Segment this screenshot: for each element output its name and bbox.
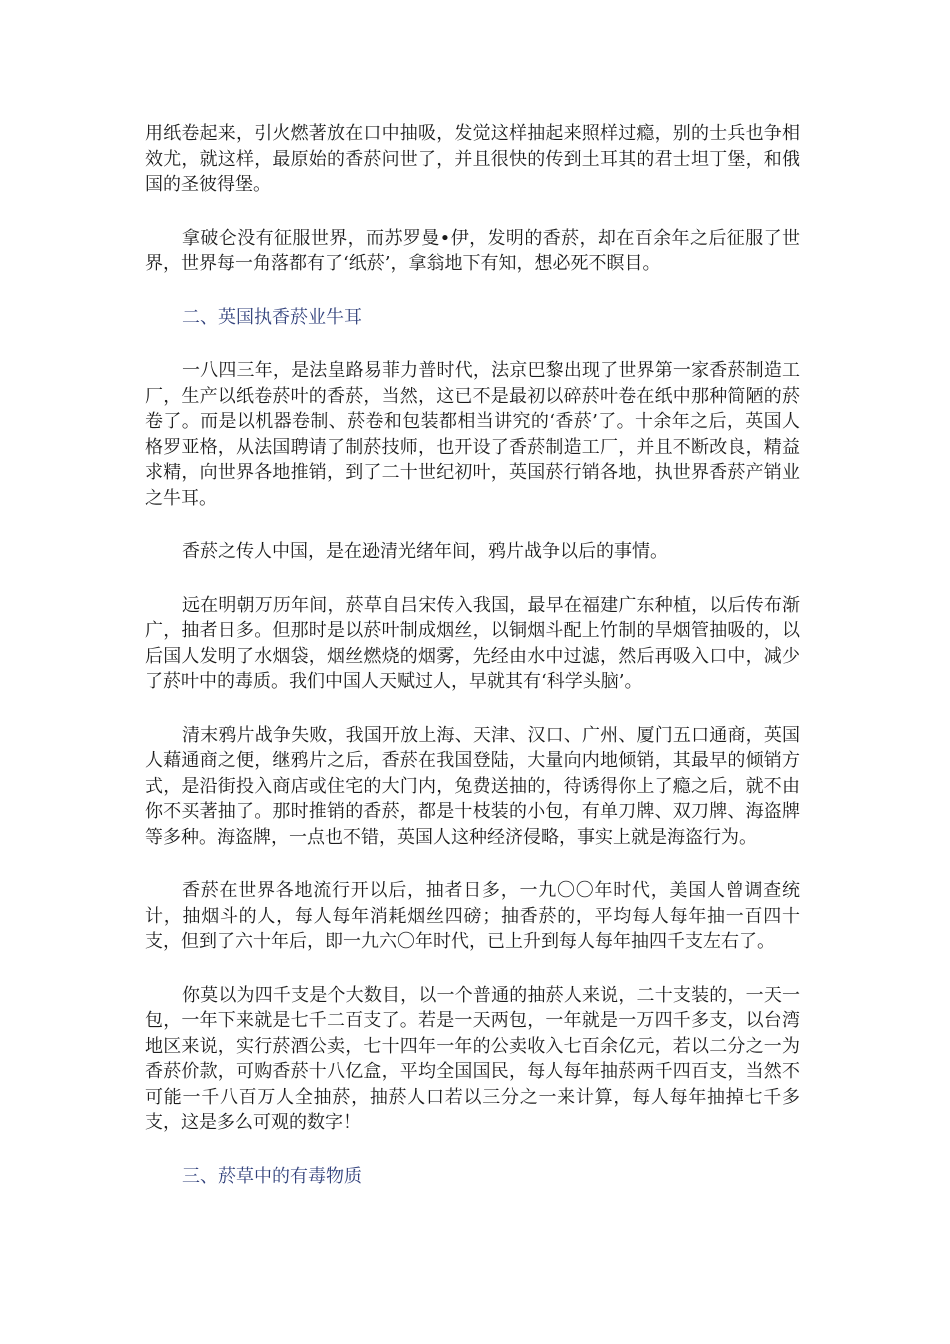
section-heading: 三、菸草中的有毒物质 (182, 1165, 362, 1187)
paragraph: 一八四三年，是法皇路易菲力普时代，法京巴黎出现了世界第一家香菸制造工厂，生产以纸卷菸叶的香菸，当然，这已不是最初以碎菸叶卷在纸中那种简陋的菸卷了。而是以机器卷制、菸卷和包装都相当讲究的‘香菸’了。十余年之后，英国人格罗亚格，从法国聘请了制菸技师，也开设了香菸制造工厂，并且不断改良，精益求精，向世界各地推销，到了二十世纪初叶，英国菸行销各地，执世界香菸产销业之牛耳。 (145, 360, 800, 509)
paragraph: 远在明朝万历年间，菸草自吕宋传入我国，最早在福建广东种植，以后传布渐广，抽者日多。但那时是以菸叶制成烟丝，以铜烟斗配上竹制的旱烟管抽吸的，以后国人发明了水烟袋，烟丝燃烧的烟雾，先经由水中过滤，然后再吸入口中，减少了菸叶中的毒质。我们中国人天赋过人，早就其有‘科学头脑’。 (145, 594, 800, 692)
paragraph: 拿破仑没有征服世界，而苏罗曼•伊，发明的香菸，却在百余年之后征服了世界，世界每一角落都有了‘纸菸’，拿翁地下有知，想必死不瞑目。 (145, 227, 800, 274)
section-heading: 二、英国执香菸业牛耳 (182, 306, 362, 328)
paragraph: 用纸卷起来，引火燃著放在口中抽吸，发觉这样抽起来照样过瘾，别的士兵也争相效尤，就这样，最原始的香菸问世了，并且很快的传到土耳其的君士坦丁堡，和俄国的圣彼得堡。 (145, 123, 800, 195)
paragraph: 香菸在世界各地流行开以后，抽者日多，一九〇〇年时代，美国人曾调查统计，抽烟斗的人，每人每年消耗烟丝四磅；抽香菸的，平均每人每年抽一百四十支，但到了六十年后，即一九六〇年时代，已上升到每人每年抽四千支左右了。 (145, 880, 800, 952)
document-body (145, 121, 800, 1217)
paragraph: 香菸之传人中国，是在逊清光绪年间，鸦片战争以后的事情。 (182, 541, 668, 562)
paragraph: 你莫以为四千支是个大数目，以一个普通的抽菸人来说，二十支装的，一天一包，一年下来就是七千二百支了。若是一天两包，一年就是一万四千多支，以台湾地区来说，实行菸酒公卖，七十四年一年的公卖收入七百余亿元，若以二分之一为香菸价款，可购香菸十八亿盒，平均全国国民，每人每年抽菸两千四百支，当然不可能一千八百万人全抽菸，抽菸人口若以三分之一来计算，每人每年抽掉七千多支，这是多么可观的数字！ (145, 984, 800, 1133)
paragraph: 清末鸦片战争失败，我国开放上海、天津、汉口、广州、厦门五口通商，英国人藉通商之便，继鸦片之后，香菸在我国登陆，大量向内地倾销，其最早的倾销方式，是沿街投入商店或住宅的大门内，兔费送抽的，待诱得你上了瘾之后，就不由你不买著抽了。那时推销的香菸，都是十枝装的小包，有单刀牌、双刀牌、海盗牌等多种。海盗牌，一点也不错，英国人这种经济侵略，事实上就是海盗行为。 (145, 724, 800, 848)
